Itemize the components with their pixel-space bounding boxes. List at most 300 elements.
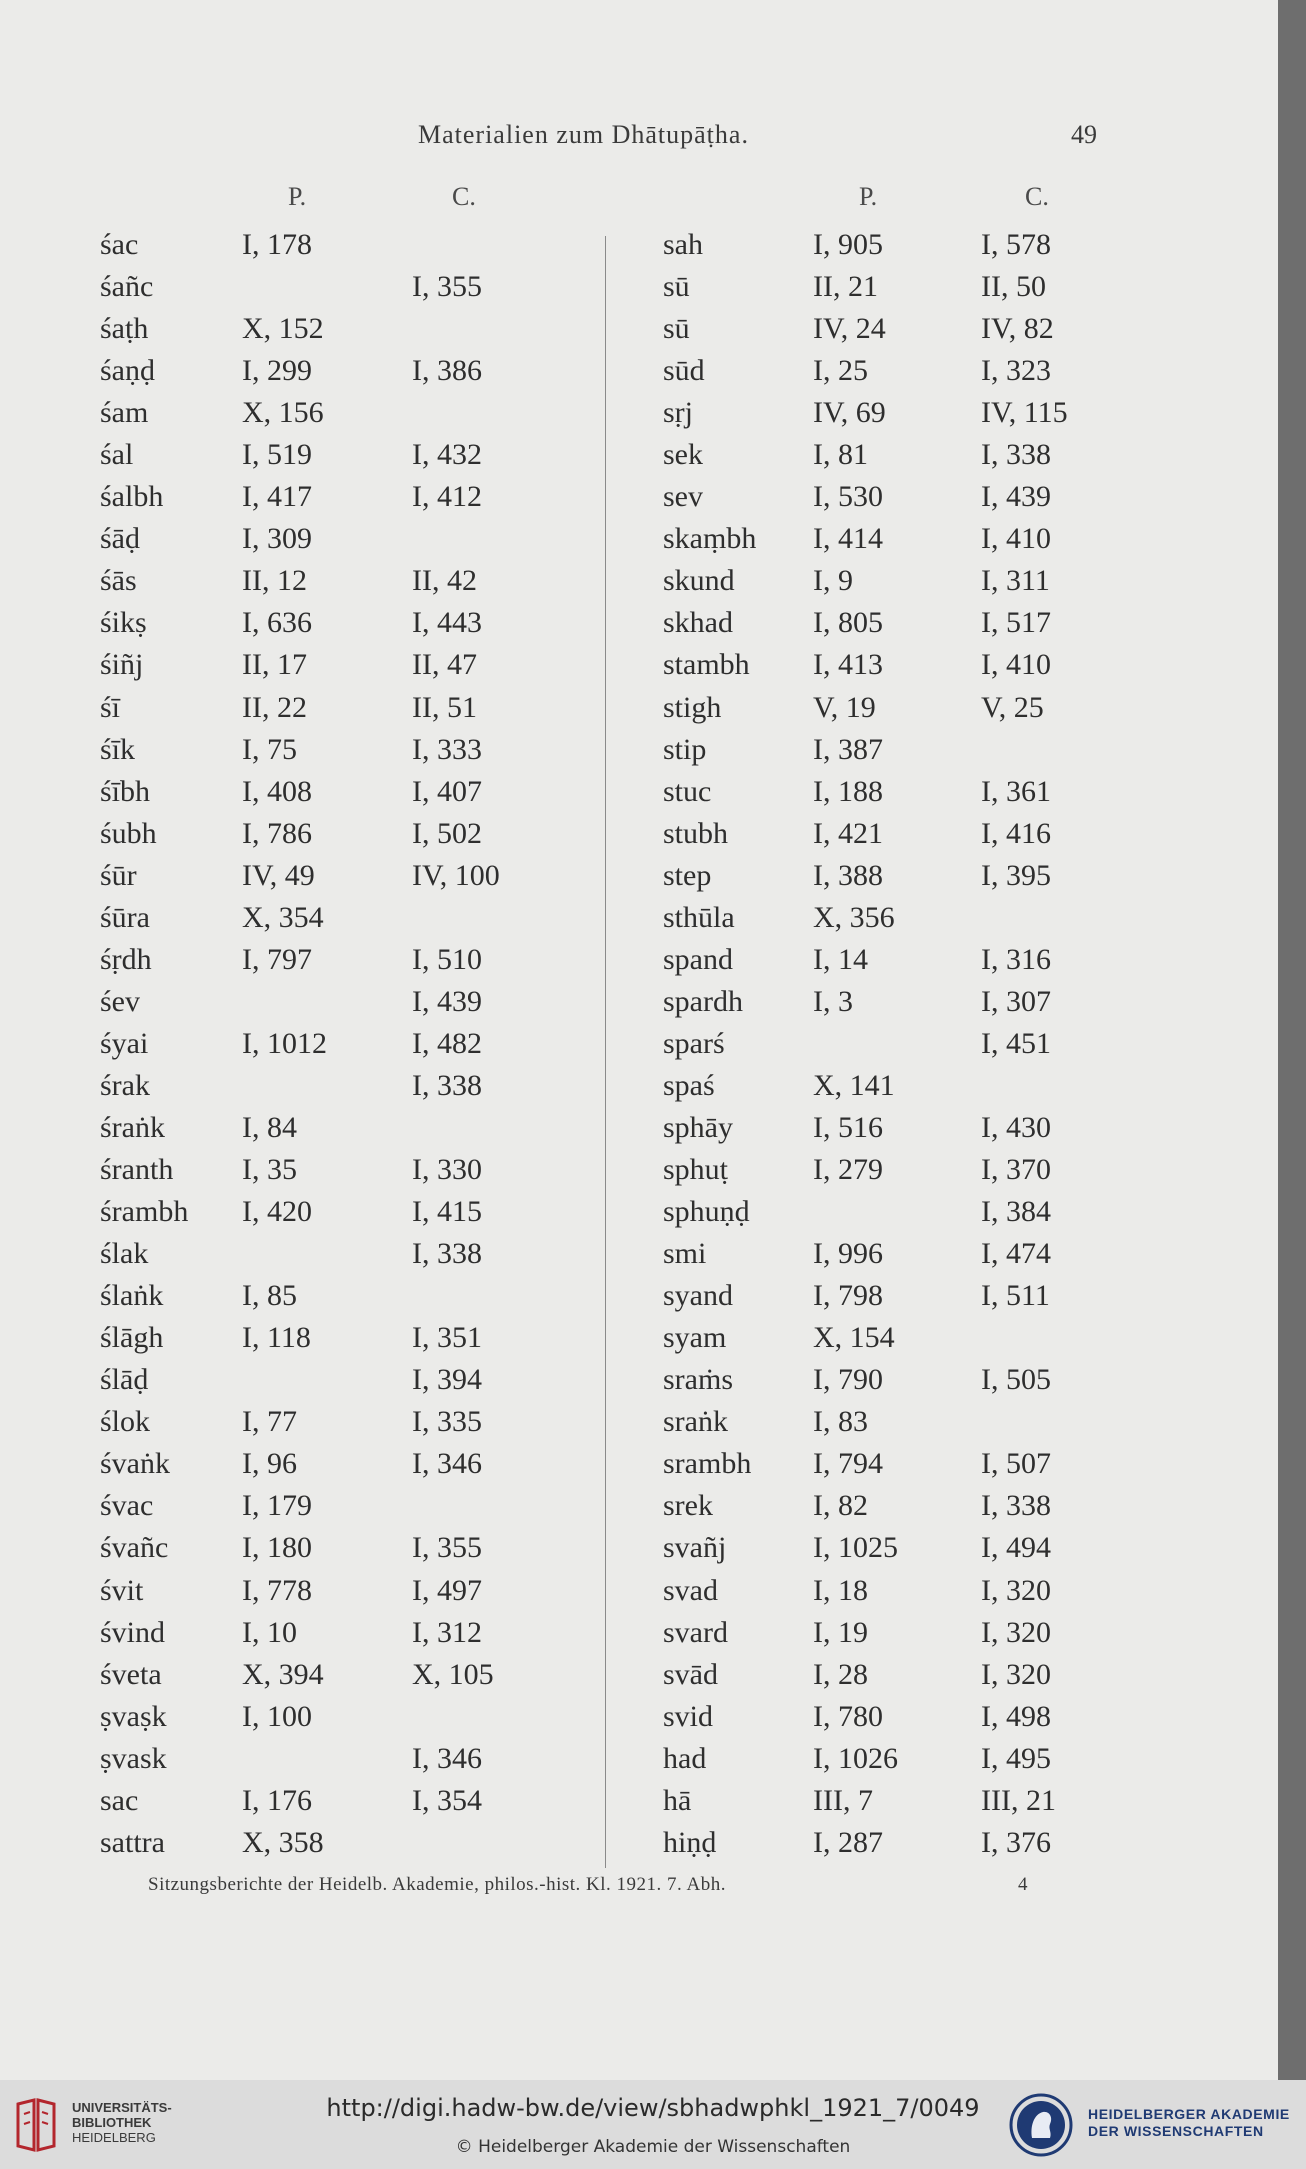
root-cell: ślāḍ: [100, 1363, 149, 1397]
table-row: [100, 1107, 600, 1149]
panini-ref-cell: V, 19: [813, 690, 876, 724]
table-row: [663, 224, 1123, 266]
root-cell: srek: [663, 1489, 713, 1523]
root-cell: stip: [663, 732, 707, 766]
root-cell: sattra: [100, 1825, 165, 1859]
root-cell: ślak: [100, 1237, 149, 1271]
root-cell: śās: [100, 564, 137, 598]
table-row: [100, 1527, 600, 1569]
panini-ref-cell: I, 790: [813, 1363, 883, 1397]
root-cell: ślok: [100, 1405, 151, 1439]
table-row: [663, 392, 1123, 434]
candra-ref-cell: II, 50: [981, 270, 1046, 304]
root-cell: śaṭh: [100, 312, 149, 346]
root-cell: syam: [663, 1321, 727, 1355]
root-cell: śrambh: [100, 1195, 189, 1229]
table-row: [100, 434, 600, 476]
root-cell: śikṣ: [100, 606, 147, 640]
table-row: [100, 1065, 600, 1107]
root-cell: srambh: [663, 1447, 752, 1481]
panini-ref-cell: X, 141: [813, 1068, 895, 1102]
root-cell: sparś: [663, 1026, 725, 1060]
candra-ref-cell: III, 21: [981, 1783, 1056, 1817]
table-row: [100, 644, 600, 686]
table-row: [100, 771, 600, 813]
table-row: [100, 1023, 600, 1065]
panini-ref-cell: I, 279: [813, 1153, 883, 1187]
panini-ref-cell: I, 780: [813, 1699, 883, 1733]
table-row: [100, 1149, 600, 1191]
root-cell: sek: [663, 438, 703, 472]
root-cell: ṣvask: [100, 1741, 167, 1775]
table-row: [663, 350, 1123, 392]
candra-ref-cell: I, 498: [981, 1699, 1051, 1733]
running-title: Materialien zum Dhātupāṭha.: [418, 120, 749, 149]
academy-name: [1088, 2106, 1290, 2140]
panini-ref-cell: I, 287: [813, 1825, 883, 1859]
library-line: BIBLIOTHEK: [72, 2115, 152, 2130]
table-row: [100, 1275, 600, 1317]
table-row: [663, 644, 1123, 686]
signature-mark: 4: [1018, 1874, 1028, 1895]
candra-ref-cell: I, 361: [981, 774, 1051, 808]
candra-ref-cell: I, 346: [412, 1447, 482, 1481]
panini-ref-cell: X, 358: [242, 1825, 324, 1859]
table-row: [100, 939, 600, 981]
copyright-notice: © Heidelberger Akademie der Wissenschaften: [455, 2137, 851, 2157]
candra-ref-cell: IV, 115: [981, 396, 1068, 430]
panini-ref-cell: I, 25: [813, 354, 868, 388]
panini-ref-cell: I, 1012: [242, 1026, 327, 1060]
root-cell: ṣvaṣk: [100, 1699, 167, 1733]
table-row: [663, 1107, 1123, 1149]
table-row: [100, 476, 600, 518]
panini-ref-cell: I, 417: [242, 480, 312, 514]
candra-ref-cell: I, 384: [981, 1195, 1051, 1229]
root-cell: svad: [663, 1573, 718, 1607]
table-row: [100, 1822, 600, 1864]
table-row: [663, 1359, 1123, 1401]
candra-ref-cell: I, 578: [981, 228, 1051, 261]
root-cell: śībh: [100, 774, 151, 808]
candra-ref-cell: I, 351: [412, 1321, 482, 1355]
table-row: [663, 1570, 1123, 1612]
table-row: [100, 308, 600, 350]
left-column: [100, 182, 600, 1864]
table-row: [100, 1780, 600, 1822]
table-row: [100, 729, 600, 771]
page-footer: [148, 1874, 1028, 1896]
candra-ref-cell: I, 333: [412, 732, 482, 766]
root-cell: step: [663, 858, 712, 892]
root-cell: stuc: [663, 774, 712, 808]
candra-ref-cell: X, 105: [412, 1657, 494, 1691]
table-row: [663, 1317, 1123, 1359]
candra-ref-cell: I, 376: [981, 1825, 1051, 1859]
root-cell: śṛdh: [100, 942, 152, 976]
panini-ref-cell: I, 3: [813, 984, 853, 1018]
panini-ref-cell: I, 118: [242, 1321, 311, 1355]
panini-ref-cell: I, 309: [242, 522, 312, 556]
panini-ref-cell: X, 356: [813, 900, 895, 934]
table-row: [663, 1443, 1123, 1485]
root-cell: śubh: [100, 816, 157, 850]
candra-ref-cell: I, 395: [981, 858, 1051, 892]
root-cell: stigh: [663, 690, 722, 724]
root-cell: sū: [663, 312, 690, 346]
panini-ref-cell: X, 156: [242, 396, 324, 430]
panini-ref-cell: I, 905: [813, 228, 883, 261]
root-cell: śalbh: [100, 480, 164, 514]
root-cell: śvac: [100, 1489, 154, 1523]
panini-ref-cell: I, 530: [813, 480, 883, 514]
panini-ref-cell: I, 516: [813, 1110, 883, 1144]
candra-ref-cell: I, 505: [981, 1363, 1051, 1397]
panini-ref-cell: I, 188: [813, 774, 883, 808]
table-row: [663, 729, 1123, 771]
candra-ref-cell: I, 439: [412, 984, 482, 1018]
panini-ref-cell: X, 394: [242, 1657, 324, 1691]
candra-ref-cell: I, 410: [981, 522, 1051, 556]
table-row: [663, 939, 1123, 981]
root-cell: śūr: [100, 858, 137, 892]
root-cell: śī: [100, 690, 121, 724]
panini-ref-cell: IV, 24: [813, 312, 886, 346]
table-row: [663, 1023, 1123, 1065]
candra-ref-cell: I, 355: [412, 270, 482, 304]
table-row: [663, 1654, 1123, 1696]
panini-ref-cell: I, 798: [813, 1279, 883, 1313]
table-row: [100, 1191, 600, 1233]
root-cell: sev: [663, 480, 703, 514]
table-row: [663, 1233, 1123, 1275]
candra-ref-cell: I, 320: [981, 1657, 1051, 1691]
table-row: [100, 981, 600, 1023]
table-row: [663, 897, 1123, 939]
table-row: [100, 602, 600, 644]
candra-ref-cell: I, 416: [981, 816, 1051, 850]
panini-ref-cell: I, 786: [242, 816, 312, 850]
table-row: [663, 1696, 1123, 1738]
root-cell: sraṅk: [663, 1405, 728, 1439]
left-column-header: [100, 182, 600, 224]
header-p: P.: [859, 182, 878, 211]
panini-ref-cell: I, 805: [813, 606, 883, 640]
table-row: [100, 560, 600, 602]
candra-ref-cell: I, 407: [412, 774, 482, 808]
panini-ref-cell: I, 1026: [813, 1741, 898, 1775]
table-row: [100, 1612, 600, 1654]
root-cell: svard: [663, 1615, 728, 1649]
table-row: [663, 1780, 1123, 1822]
root-cell: sraṁs: [663, 1363, 733, 1397]
root-cell: stambh: [663, 648, 750, 682]
candra-ref-cell: I, 311: [981, 564, 1050, 598]
page-header: [0, 120, 1278, 160]
candra-ref-cell: I, 346: [412, 1741, 482, 1775]
table-row: [100, 350, 600, 392]
root-cell: svid: [663, 1699, 714, 1733]
table-row: [100, 1654, 600, 1696]
root-cell: śāḍ: [100, 522, 140, 556]
candra-ref-cell: I, 330: [412, 1153, 482, 1187]
table-row: [100, 266, 600, 308]
root-cell: sah: [663, 228, 703, 261]
table-row: [663, 1612, 1123, 1654]
candra-ref-cell: I, 338: [981, 438, 1051, 472]
panini-ref-cell: I, 797: [242, 942, 312, 976]
table-row: [663, 981, 1123, 1023]
table-row: [100, 1570, 600, 1612]
candra-ref-cell: II, 42: [412, 564, 477, 598]
root-cell: smi: [663, 1237, 707, 1271]
root-cell: stubh: [663, 816, 729, 850]
root-cell: śvaṅk: [100, 1447, 170, 1481]
panini-ref-cell: I, 9: [813, 564, 853, 598]
panini-ref-cell: I, 1025: [813, 1531, 898, 1565]
root-cell: sac: [100, 1783, 139, 1817]
table-row: [100, 687, 600, 729]
table-row: [663, 476, 1123, 518]
root-cell: śal: [100, 438, 134, 472]
table-row: [663, 1275, 1123, 1317]
candra-ref-cell: I, 338: [412, 1237, 482, 1271]
page-number: 49: [1071, 120, 1097, 149]
root-cell: sphuṇḍ: [663, 1195, 750, 1229]
panini-ref-cell: IV, 49: [242, 858, 315, 892]
root-cell: sū: [663, 270, 690, 304]
table-row: [100, 1233, 600, 1275]
candra-ref-cell: I, 451: [981, 1026, 1051, 1060]
root-cell: syand: [663, 1279, 733, 1313]
panini-ref-cell: II, 12: [242, 564, 307, 598]
table-row: [663, 560, 1123, 602]
right-column: [663, 182, 1123, 1864]
candra-ref-cell: I, 338: [981, 1489, 1051, 1523]
right-rows: [663, 224, 1123, 1864]
panini-ref-cell: I, 176: [242, 1783, 312, 1817]
root-cell: śvind: [100, 1615, 166, 1649]
root-cell: śyai: [100, 1026, 149, 1060]
panini-ref-cell: I, 178: [242, 228, 312, 261]
panini-ref-cell: I, 414: [813, 522, 883, 556]
table-row: [663, 687, 1123, 729]
candra-ref-cell: I, 507: [981, 1447, 1051, 1481]
academy-line: DER WISSENSCHAFTEN: [1088, 2123, 1264, 2139]
candra-ref-cell: I, 370: [981, 1153, 1051, 1187]
right-column-header: [663, 182, 1123, 224]
candra-ref-cell: I, 335: [412, 1405, 482, 1439]
root-cell: śrak: [100, 1068, 150, 1102]
table-row: [663, 1065, 1123, 1107]
candra-ref-cell: I, 432: [412, 438, 482, 472]
root-cell: śvañc: [100, 1531, 169, 1565]
panini-ref-cell: II, 22: [242, 690, 307, 724]
panini-ref-cell: I, 388: [813, 858, 883, 892]
candra-ref-cell: I, 338: [412, 1068, 482, 1102]
table-row: [100, 1738, 600, 1780]
table-row: [100, 813, 600, 855]
academy-seal-icon: [1008, 2092, 1074, 2158]
footer-citation: Sitzungsberichte der Heidelb. Akademie, philos.-hist. Kl. 1921. 7. Abh.: [148, 1874, 726, 1895]
root-cell: śveta: [100, 1657, 162, 1691]
library-line: HEIDELBERG: [72, 2130, 156, 2145]
table-row: [663, 771, 1123, 813]
table-row: [663, 855, 1123, 897]
panini-ref-cell: I, 179: [242, 1489, 312, 1523]
table-row: [100, 855, 600, 897]
panini-ref-cell: I, 421: [813, 816, 883, 850]
root-cell: śvit: [100, 1573, 144, 1607]
candra-ref-cell: I, 430: [981, 1110, 1051, 1144]
candra-ref-cell: I, 495: [981, 1741, 1051, 1775]
panini-ref-cell: I, 28: [813, 1657, 868, 1691]
candra-ref-cell: I, 320: [981, 1573, 1051, 1607]
table-row: [100, 1359, 600, 1401]
candra-ref-cell: I, 517: [981, 606, 1051, 640]
root-cell: spaś: [663, 1068, 715, 1102]
root-cell: sṛj: [663, 396, 693, 430]
panini-ref-cell: X, 354: [242, 900, 324, 934]
table-row: [663, 1191, 1123, 1233]
digital-library-banner: [0, 2080, 1306, 2169]
root-cell: skaṃbh: [663, 522, 757, 556]
root-cell: hā: [663, 1783, 692, 1817]
panini-ref-cell: I, 82: [813, 1489, 868, 1523]
panini-ref-cell: I, 100: [242, 1699, 312, 1733]
candra-ref-cell: I, 510: [412, 942, 482, 976]
root-cell: śaṇḍ: [100, 354, 155, 388]
panini-ref-cell: IV, 69: [813, 396, 886, 430]
candra-ref-cell: I, 439: [981, 480, 1051, 514]
candra-ref-cell: I, 312: [412, 1615, 482, 1649]
root-cell: śūra: [100, 900, 150, 934]
candra-ref-cell: I, 494: [981, 1531, 1051, 1565]
panini-ref-cell: I, 794: [813, 1447, 883, 1481]
panini-ref-cell: I, 519: [242, 438, 312, 472]
root-cell: sthūla: [663, 900, 735, 934]
panini-ref-cell: I, 387: [813, 732, 883, 766]
column-divider: [605, 236, 606, 1868]
panini-ref-cell: I, 420: [242, 1195, 312, 1229]
header-c: C.: [452, 182, 476, 211]
panini-ref-cell: I, 81: [813, 438, 868, 472]
table-row: [100, 1401, 600, 1443]
candra-ref-cell: I, 355: [412, 1531, 482, 1565]
root-cell: sphāy: [663, 1110, 733, 1144]
root-cell: śranth: [100, 1153, 174, 1187]
root-cell: śev: [100, 984, 140, 1018]
table-row: [100, 897, 600, 939]
candra-ref-cell: I, 482: [412, 1026, 482, 1060]
candra-ref-cell: I, 410: [981, 648, 1051, 682]
root-cell: śañc: [100, 270, 154, 304]
header-c: C.: [1025, 182, 1049, 211]
candra-ref-cell: I, 320: [981, 1615, 1051, 1649]
candra-ref-cell: I, 316: [981, 942, 1051, 976]
root-cell: spardh: [663, 984, 743, 1018]
table-row: [663, 1527, 1123, 1569]
left-rows: [100, 224, 600, 1864]
root-cell: skhad: [663, 606, 733, 640]
panini-ref-cell: II, 21: [813, 270, 878, 304]
panini-ref-cell: III, 7: [813, 1783, 873, 1817]
table-row: [100, 392, 600, 434]
table-row: [100, 224, 600, 266]
root-cell: śam: [100, 396, 149, 430]
table-row: [663, 1401, 1123, 1443]
candra-ref-cell: I, 412: [412, 480, 482, 514]
panini-ref-cell: I, 77: [242, 1405, 297, 1439]
table-row: [663, 1149, 1123, 1191]
candra-ref-cell: I, 386: [412, 354, 482, 388]
panini-ref-cell: I, 10: [242, 1615, 297, 1649]
candra-ref-cell: II, 51: [412, 690, 477, 724]
panini-ref-cell: I, 636: [242, 606, 312, 640]
table-row: [663, 308, 1123, 350]
panini-ref-cell: I, 84: [242, 1110, 297, 1144]
candra-ref-cell: I, 511: [981, 1279, 1050, 1313]
root-cell: sūd: [663, 354, 705, 388]
panini-ref-cell: I, 83: [813, 1405, 868, 1439]
panini-ref-cell: I, 14: [813, 942, 868, 976]
candra-ref-cell: I, 307: [981, 984, 1051, 1018]
candra-ref-cell: I, 497: [412, 1573, 482, 1607]
table-row: [663, 266, 1123, 308]
root-cell: svād: [663, 1657, 718, 1691]
root-cell: śiñj: [100, 648, 144, 682]
panini-ref-cell: I, 19: [813, 1615, 868, 1649]
root-cell: śac: [100, 228, 139, 261]
root-cell: ślaṅk: [100, 1279, 164, 1313]
table-row: [663, 1485, 1123, 1527]
table-row: [100, 518, 600, 560]
table-row: [100, 1443, 600, 1485]
table-row: [663, 602, 1123, 644]
panini-ref-cell: I, 35: [242, 1153, 297, 1187]
root-cell: had: [663, 1741, 707, 1775]
table-row: [100, 1485, 600, 1527]
panini-ref-cell: I, 96: [242, 1447, 297, 1481]
panini-ref-cell: X, 154: [813, 1321, 895, 1355]
root-cell: sphuṭ: [663, 1153, 729, 1187]
root-cell: ślāgh: [100, 1321, 164, 1355]
candra-ref-cell: IV, 82: [981, 312, 1054, 346]
root-cell: skund: [663, 564, 735, 598]
root-cell: svañj: [663, 1531, 727, 1565]
table-row: [663, 434, 1123, 476]
candra-ref-cell: IV, 100: [412, 858, 500, 892]
root-cell: śīk: [100, 732, 136, 766]
root-cell: śraṅk: [100, 1110, 165, 1144]
table-row: [663, 1738, 1123, 1780]
panini-ref-cell: I, 413: [813, 648, 883, 682]
header-p: P.: [288, 182, 307, 211]
table-row: [100, 1317, 600, 1359]
candra-ref-cell: I, 474: [981, 1237, 1051, 1271]
candra-ref-cell: I, 354: [412, 1783, 482, 1817]
table-row: [663, 518, 1123, 560]
candra-ref-cell: I, 502: [412, 816, 482, 850]
permalink-url[interactable]: http://digi.hadw-bw.de/view/sbhadwphkl_1921_7/0049: [326, 2094, 980, 2122]
table-row: [663, 1822, 1123, 1864]
panini-ref-cell: I, 299: [242, 354, 312, 388]
table-row: [663, 813, 1123, 855]
candra-ref-cell: I, 394: [412, 1363, 482, 1397]
panini-ref-cell: I, 180: [242, 1531, 312, 1565]
candra-ref-cell: I, 415: [412, 1195, 482, 1229]
library-line: UNIVERSITÄTS-: [72, 2100, 172, 2115]
